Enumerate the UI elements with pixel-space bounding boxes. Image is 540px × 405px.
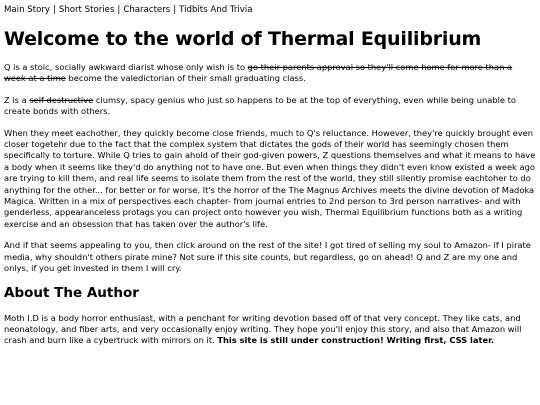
- top-nav: [4, 4, 536, 16]
- nav-link-short-stories[interactable]: Short Stories: [58, 5, 115, 15]
- nav-link-tidbits-and-trivia[interactable]: Tidbits And Trivia: [179, 5, 253, 15]
- struck-text: self-destructive: [29, 94, 94, 105]
- intro-q-text-end: become the valedictorian of their small graduating class.: [65, 73, 306, 84]
- page-title: Welcome to the world of Thermal Equilibrium: [4, 28, 482, 50]
- about-author-text: Moth I.D is a body horror enthusiast, with a penchant for writing devotion based off of that very concept. They like cats, and neonatology, and fiber arts, and very occasionally enjoy writing. They hope you'll enjoy this story, and also that Amazon will crash and burn like a cybertruck with mirrors on it.: [4, 312, 522, 346]
- intro-z-text: Z is a: [4, 94, 30, 105]
- intro-q-text: Q is a stoic, socially awkward diarist whose only wish is to: [4, 62, 248, 72]
- nav-separator: |: [173, 5, 177, 15]
- intro-z-paragraph: [4, 95, 536, 118]
- about-author-paragraph: [4, 313, 536, 347]
- intro-z-text-end: clumsy, spacy genius who just so happens to be at the top of everything, even while being unable to create bonds with others.: [4, 94, 516, 117]
- nav-separator: |: [117, 5, 121, 15]
- intro-q-paragraph: [4, 62, 536, 85]
- invitation-paragraph: And if that seems appealing to you, then click around on the rest of the site! I got tired of selling my soul to Amazon- if I pirate media, why shouldn't others pirate mine? Not sure if this site counts, but regardless, go on ahead! Q and Z are my one and onlys, if you get invested in them I will cry.: [4, 240, 531, 274]
- synopsis-paragraph: When they meet eachother, they quickly become close friends, much to Q's reluctance. However, they're quickly brought even closer togetehr due to the fact that the complex system that dictates the gods of their world has seemingly chosen them specifically to torture. While Q tries to gain ahold of their god-given powers, Z questions themselves and what it means to have a body when it seems like they'd do anything not to have one. But even when things they didn't even know existed a week ago are trying to kill them, and real life seems to isolate them from the rest of the world, they still silently promise eachtoher to do anything for the other... for better or for worse. It's the horror of the The Magnus Archives meets the divine devotion of Madoka Magica. Written in a mix of perspectives each chapter- from journal entries to 2nd person to 3rd person narratives- and with genderless, appearanceless protags you can project onto however you wish, Thermal Equilibrium functions both as a writing exercise and an obsession that has taken over the author's life.: [4, 127, 536, 229]
- about-author-heading: About The Author: [4, 284, 139, 301]
- struck-text: go their parents approval so they'll come home for more than a week at a time: [4, 62, 513, 84]
- nav-link-characters[interactable]: Characters: [123, 5, 171, 15]
- construction-notice: This site is still under construction! Writing first, CSS later.: [217, 335, 495, 346]
- nav-separator: |: [52, 5, 56, 15]
- nav-link-main-story[interactable]: Main Story: [4, 5, 50, 15]
